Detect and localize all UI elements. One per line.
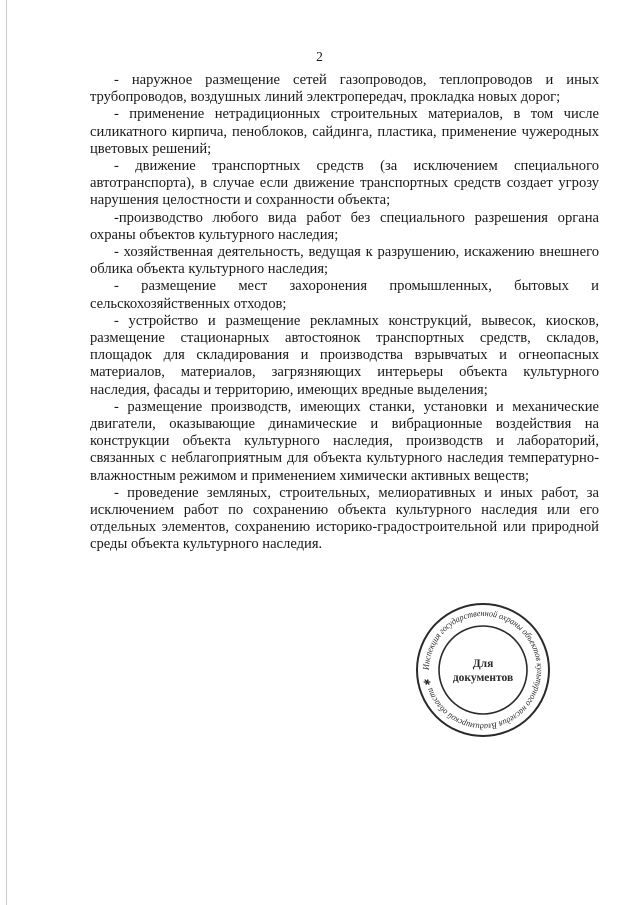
paragraph-8: - размещение производств, имеющих станки, установки и механические двигатели, оказывающие динамические и вибрационные воздействия на конструкции объекта культурного наследия, производств и лабораторий, связанных с неблагоприятным для объекта культурного наследия температурно-влажностным режимом и применением химически активных веществ; <box>90 398 599 484</box>
document-stamp <box>414 601 552 739</box>
document-body <box>90 72 599 554</box>
page-number: 2 <box>316 49 323 64</box>
paragraph-6: - размещение мест захоронения промышленных, бытовых и сельскохозяйственных отходов; <box>90 278 599 312</box>
paragraph-2: - применение нетрадиционных строительных материалов, в том числе силикатного кирпича, пеноблоков, сайдинга, пластика, применение чужеродных цветовых решений; <box>90 106 599 157</box>
paragraph-5: - хозяйственная деятельность, ведущая к разрушению, искажению внешнего облика объекта культурного наследия; <box>90 244 599 278</box>
paragraph-7: - устройство и размещение рекламных конструкций, вывесок, киосков, размещение стационарных автостоянок транспортных средств, складов, площадок для складирования и производства взрывчатых и огнеопасных материалов, материалов, загрязняющих интерьеры объекта культурного наследия, фасады и территорию, имеющих вредные выделения; <box>90 312 599 398</box>
paragraph-9: - проведение земляных, строительных, мелиоративных и иных работ, за исключением работ по сохранению объекта культурного наследия или его отдельных элементов, сохранению историко-градостроительной или природной среды объекта культурного наследия. <box>90 484 599 553</box>
stamp-center-line-2: документов <box>452 672 514 684</box>
stamp-seal <box>414 601 552 739</box>
paragraph-3: - движение транспортных средств (за исключением специального автотранспорта), в случае если движение транспортных средств создает угрозу нарушения целостности и сохранности объекта; <box>90 158 599 209</box>
paragraph-1: - наружное размещение сетей газопроводов, теплопроводов и иных трубопроводов, воздушных линий электропередач, прокладка новых дорог; <box>90 72 599 106</box>
page-left-edge <box>6 0 7 905</box>
stamp-outer-ring <box>417 604 549 736</box>
stamp-center-line-1: Для <box>472 658 494 670</box>
stamp-inner-ring <box>439 626 527 714</box>
paragraph-4: -производство любого вида работ без специального разрешения органа охраны объектов культурного наследия; <box>90 209 599 243</box>
stamp-ring-text: Инспекция государственной охраны объектов культурного наследия Владимирской области ✱ <box>420 607 546 733</box>
